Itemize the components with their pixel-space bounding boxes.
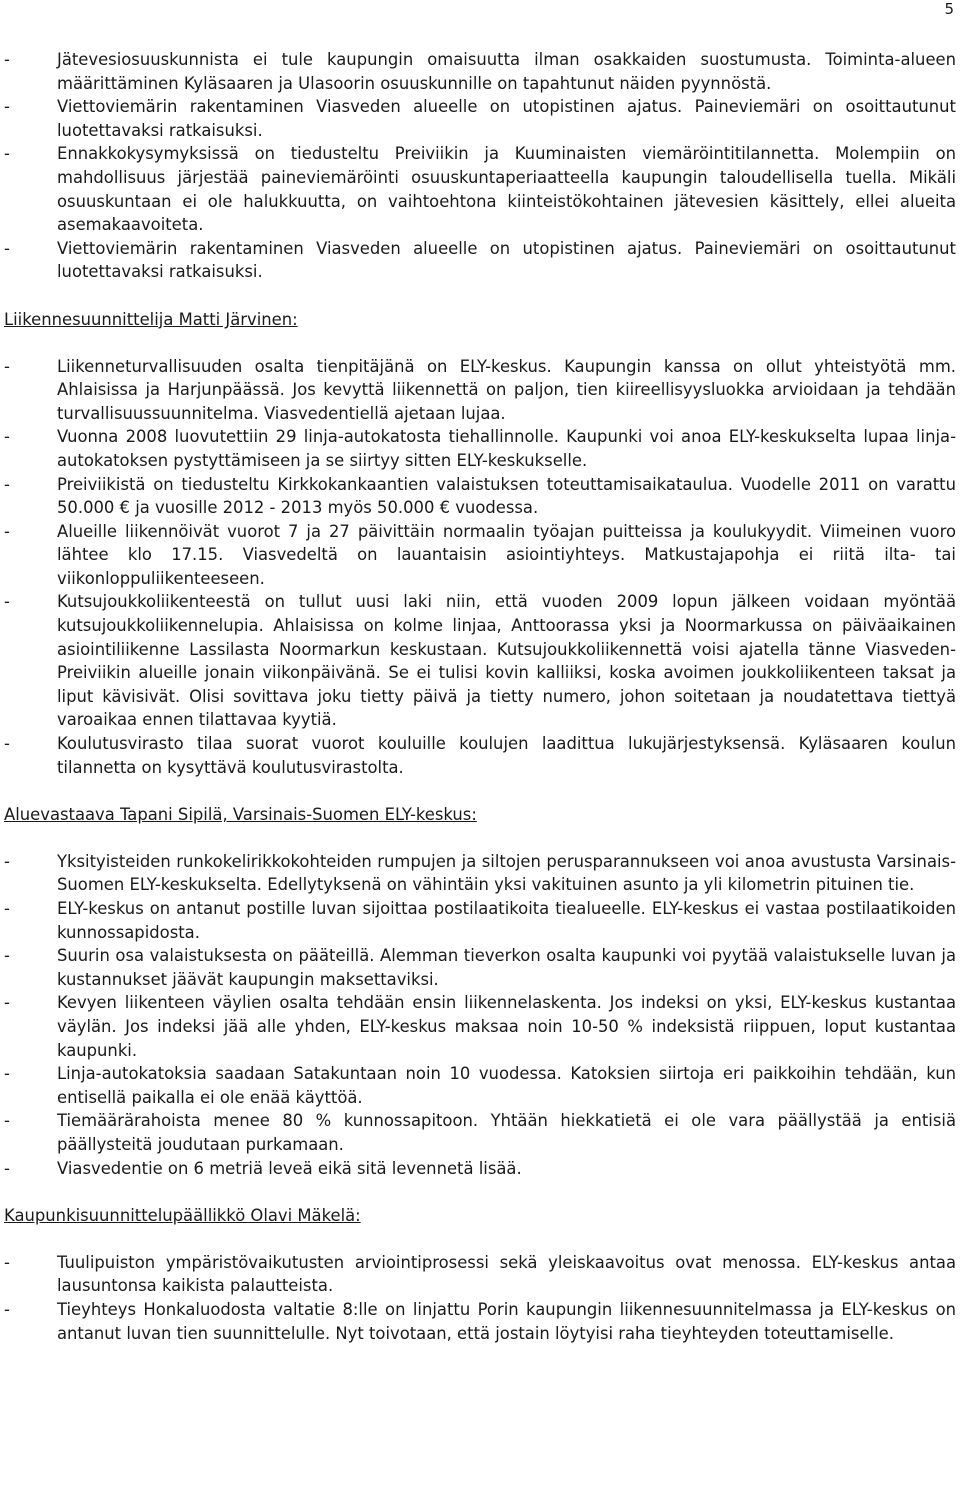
list-item: - Tieyhteys Honkaluodosta valtatie 8:lle on linjattu Porin kaupungin liikennesuunnitelmassa ja ELY-keskus on antanut luvan tien suunnittelulle. Nyt toivotaan, että jostain löytyisi raha tieyhteyden toteuttamiselle. — [4, 1298, 956, 1345]
page-number: 5 — [944, 0, 954, 18]
list-item: - Kevyen liikenteen väylien osalta tehdään ensin liikennelaskenta. Jos indeksi on yksi, ELY-keskus kustantaa väylän. Jos indeksi jää alle yhden, ELY-keskus maksaa noin 10-50 % indeksistä riippuen, loput kustantaa kaupunki. — [4, 991, 956, 1062]
list-item: - Suurin osa valaistuksesta on pääteillä. Alemman tieverkon osalta kaupunki voi pyytää valaistukselle luvan ja kustannukset jäävät kaupungin maksettaviksi. — [4, 944, 956, 991]
list-item: - Liikenneturvallisuuden osalta tienpitäjänä on ELY-keskus. Kaupungin kanssa on ollut yhteistyötä mm. Ahlaisissa ja Harjunpäässä. Jos kevyttä liikennettä on paljon, tien kiireellisyysluokka arvioidaan ja tehdään turvallisuussuunnitelma. Viasvedentiellä ajetaan lujaa. — [4, 355, 956, 426]
list-item: - Kutsujoukkoliikenteestä on tullut uusi laki niin, että vuoden 2009 lopun jälkeen voidaan myöntää kutsujoukkoliikennelupia. Ahlaisissa on kolme linjaa, Anttoorassa yksi ja Noormarkussa on päiväaikainen asiointiliikenne Lassilasta Noormarkun keskustaan. Kutsujoukkoliikennettä voisi ajatella tänne Viasveden- Preiviikin alueille jonain viikonpäivänä. Se ei tulisi kovin kalliiksi, koska avoimen joukkoliikenteen taksat ja liput kävisivät. Olisi sovittava joku tietty päivä ja tietty numero, johon soitetaan ja noudatettava tiettyä varoaikaa ennen tilattavaa kyytiä. — [4, 590, 956, 732]
intro-list — [4, 48, 956, 284]
section-list-sipila — [4, 850, 956, 1180]
list-item: - Jätevesiosuuskunnista ei tule kaupungin omaisuutta ilman osakkaiden suostumusta. Toiminta-alueen määrittäminen Kyläsaaren ja Ulasoorin osuuskunnille on tapahtunut näiden pyynnöstä. — [4, 48, 956, 95]
list-item: - Tiemäärärahoista menee 80 % kunnossapitoon. Yhtään hiekkatietä ei ole vara päällystää ja entisiä päällysteitä joudutaan purkamaan. — [4, 1109, 956, 1156]
list-item: - Yksityisteiden runkokelirikkokohteiden rumpujen ja siltojen perusparannukseen voi anoa avustusta Varsinais-Suomen ELY-keskukselta. Edellytyksenä on vähintäin yksi vakituinen asunto ja yli kilometrin pituinen tie. — [4, 850, 956, 897]
list-item: - Preiviikistä on tiedusteltu Kirkkokankaantien valaistuksen toteuttamisaikataulua. Vuodelle 2011 on varattu 50.000 € ja vuosille 2012 - 2013 myös 50.000 € vuodessa. — [4, 473, 956, 520]
section-heading-makela: Kaupunkisuunnittelupäällikkö Olavi Mäkelä: — [4, 1206, 361, 1226]
section-heading-sipila: Aluevastaava Tapani Sipilä, Varsinais-Suomen ELY-keskus: — [4, 805, 477, 825]
list-item: - Viasvedentie on 6 metriä leveä eikä sitä levennetä lisää. — [4, 1157, 956, 1181]
section-list-jarvinen — [4, 355, 956, 780]
list-item: - Viettoviemärin rakentaminen Viasveden alueelle on utopistinen ajatus. Paineviemäri on osoittautunut luotettavaksi ratkaisuksi. — [4, 237, 956, 284]
section-heading-jarvinen: Liikennesuunnittelija Matti Järvinen: — [4, 309, 298, 329]
list-item: - Vuonna 2008 luovutettiin 29 linja-autokatosta tiehallinnolle. Kaupunki voi anoa ELY-keskukselta lupaa linja-autokatoksen pystyttämiseen ja se siirtyy sitten ELY-keskukselle. — [4, 425, 956, 472]
list-item: - Ennakkokysymyksissä on tiedusteltu Preiviikin ja Kuuminaisten viemäröintitilannetta. Molempiin on mahdollisuus järjestää paineviemäröinti osuuskuntaperiaatteella kaupungin taloudellisella tuella. Mikäli osuuskuntaan ei ole halukkuutta, on vaihtoehtona kiinteistökohtainen jätevesien käsittely, ellei alueita asemakaavoiteta. — [4, 142, 956, 236]
list-item: - Koulutusvirasto tilaa suorat vuorot kouluille koulujen laadittua lukujärjestyksensä. Kyläsaaren koulun tilannetta on kysyttävä koulutusvirastolta. — [4, 732, 956, 779]
document-body — [4, 48, 956, 1345]
list-item: - Alueille liikennöivät vuorot 7 ja 27 päivittäin normaalin työajan puitteissa ja koulukyydit. Viimeinen vuoro lähtee klo 17.15. Viasvedeltä on lauantaisin asiointiyhteys. Matkustajapohja ei riitä ilta- tai viikonloppuliikenteeseen. — [4, 520, 956, 591]
list-item: - Tuulipuiston ympäristövaikutusten arviointiprosessi sekä yleiskaavoitus ovat menossa. ELY-keskus antaa lausuntonsa kaikista palautteista. — [4, 1251, 956, 1298]
list-item: - Viettoviemärin rakentaminen Viasveden alueelle on utopistinen ajatus. Paineviemäri on osoittautunut luotettavaksi ratkaisuksi. — [4, 95, 956, 142]
section-list-makela — [4, 1251, 956, 1345]
list-item: - ELY-keskus on antanut postille luvan sijoittaa postilaatikoita tiealueelle. ELY-keskus ei vastaa postilaatikoiden kunnossapidosta. — [4, 897, 956, 944]
list-item: - Linja-autokatoksia saadaan Satakuntaan noin 10 vuodessa. Katoksien siirtoja eri paikkoihin tehdään, kun entisellä paikalla ei ole enää käyttöä. — [4, 1062, 956, 1109]
